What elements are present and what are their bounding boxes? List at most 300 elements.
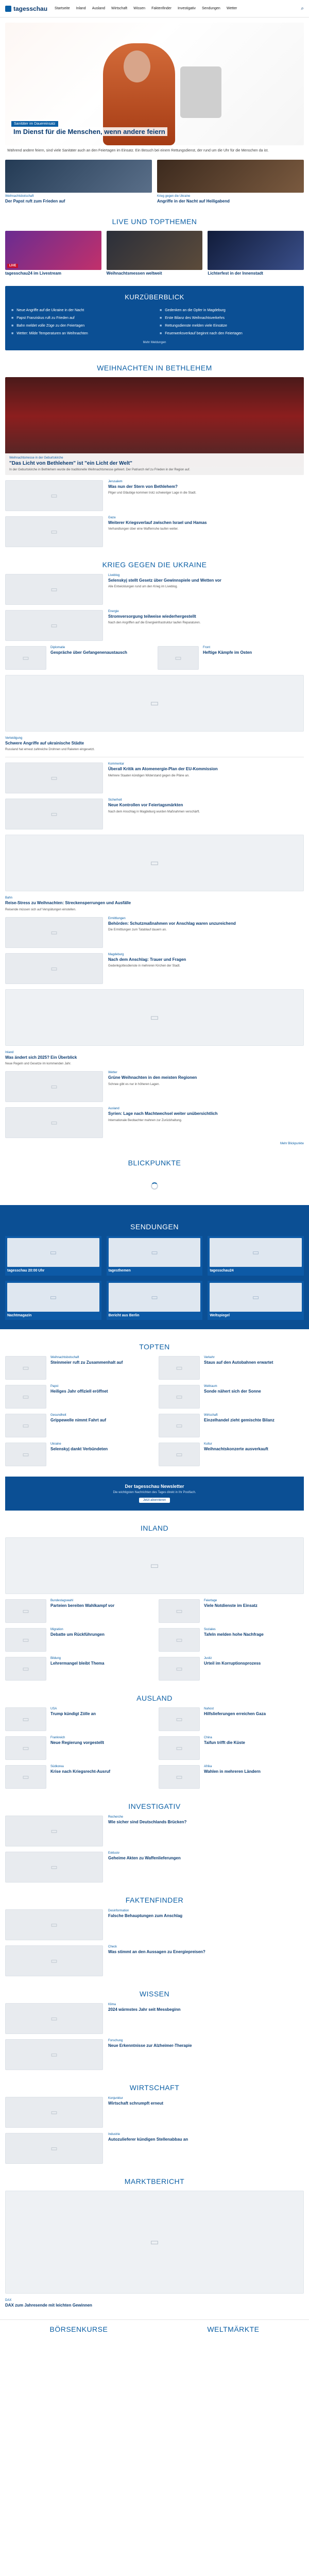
list-title[interactable]: 2024 wärmstes Jahr seit Messbeginn: [108, 2007, 181, 2012]
newsletter-box: [5, 1477, 304, 1511]
image-placeholder: [5, 1599, 46, 1623]
kurzueberblick-box: [5, 286, 304, 350]
topten-body: [50, 1356, 123, 1380]
section-title-topten: TOPTEN: [139, 1342, 170, 1351]
list-title[interactable]: Grüne Weihnachten in den meisten Regionen: [108, 1075, 197, 1080]
kurz-item[interactable]: [160, 308, 298, 313]
mini-kicker: Diplomatie: [50, 646, 65, 649]
ausland-kicker: Frankreich: [50, 1736, 65, 1739]
inland-title[interactable]: Tafeln melden hohe Nachfrage: [204, 1632, 264, 1637]
topten-title[interactable]: Heiliges Jahr offiziell eröffnet: [50, 1388, 108, 1394]
hero-kicker: Sanitäter im Dauereinsatz: [11, 121, 58, 127]
ausland-body: [204, 1736, 245, 1760]
list-title[interactable]: Was ändert sich 2025? Ein Überblick: [5, 1055, 77, 1060]
list-item[interactable]: [5, 1107, 304, 1138]
inland-kicker: Justiz: [204, 1656, 212, 1660]
image-placeholder-large[interactable]: [5, 2191, 304, 2294]
list-title[interactable]: Selenskyj stellt Gesetz über Gewinnspiele und Wetten vor: [108, 578, 221, 583]
kurz-text: Papst Franziskus ruft zu Frieden auf: [16, 316, 75, 320]
image-placeholder: [5, 1736, 46, 1760]
live-card[interactable]: [107, 231, 203, 276]
ausland-item[interactable]: [159, 1707, 304, 1731]
ausland-title[interactable]: Krise nach Kriegsrecht-Ausruf: [50, 1769, 111, 1774]
nav-item-wissen[interactable]: Wissen: [133, 7, 146, 10]
live-title[interactable]: tagesschau24 im Livestream: [5, 271, 61, 276]
live-title[interactable]: Lichterfest in der Innenstadt: [208, 271, 263, 276]
ausland-title[interactable]: Wahlen in mehreren Ländern: [204, 1769, 261, 1774]
list-title[interactable]: Was nun der Stern von Bethlehem?: [108, 484, 178, 489]
topten-item[interactable]: [159, 1443, 304, 1466]
image-placeholder: [5, 1945, 103, 1976]
kurz-text: Neue Angriffe auf die Ukraine in der Nacht: [16, 308, 84, 312]
hero-text: Während andere feiern, sind viele Sanitäter auch an den Feiertagen im Einsatz. Ein Besuch bei einem Rettungsdienst, der rund um die Uhr für die Menschen da ist.: [7, 149, 269, 152]
image-placeholder: [159, 1443, 200, 1466]
nav-item-wirtschaft[interactable]: Wirtschaft: [111, 7, 128, 10]
ausland-item[interactable]: [5, 1707, 150, 1731]
ausland-item[interactable]: [159, 1736, 304, 1760]
list-kicker: Forschung: [108, 2039, 123, 2042]
image-placeholder: [5, 1385, 46, 1409]
live-image: [107, 231, 203, 270]
list-item[interactable]: [5, 1945, 304, 1976]
ausland-title[interactable]: Neue Regierung vorgestellt: [50, 1740, 105, 1745]
blickpunkte-more-link[interactable]: Mehr Blickpunkte: [280, 1142, 304, 1146]
image-placeholder: [5, 953, 103, 984]
sendung-title[interactable]: Bericht aus Berlin: [108, 1313, 140, 1317]
market-footer: [0, 2319, 309, 2338]
topten-title[interactable]: Selenskyj dankt Verbündeten: [50, 1446, 108, 1451]
topten-item[interactable]: [159, 1414, 304, 1437]
list-title[interactable]: Wirtschaft schrumpft erneut: [108, 2100, 164, 2106]
section-title-ukraine: KRIEG GEGEN DIE UKRAINE: [102, 560, 207, 569]
inland-title[interactable]: Viele Notdienste im Einsatz: [204, 1603, 258, 1608]
list-item[interactable]: [5, 610, 304, 641]
logo-mark: [5, 6, 11, 12]
section-title-wissen: WISSEN: [139, 1989, 170, 1998]
ausland-kicker: Südkorea: [50, 1765, 64, 1768]
inland-item[interactable]: [159, 1657, 304, 1681]
kurzueberblick-more-link[interactable]: Mehr Meldungen: [143, 341, 166, 344]
section-title-ausland: AUSLAND: [136, 1693, 173, 1702]
list-item-body: [5, 2299, 304, 2308]
list-title[interactable]: Behörden: Schutzmaßnahmen vor Anschlag waren unzureichend: [108, 921, 236, 926]
inland-item[interactable]: [159, 1599, 304, 1623]
topten-body: [204, 1443, 268, 1466]
mini-body: [203, 646, 252, 670]
list-item[interactable]: [5, 1051, 304, 1066]
loading-spinner-icon: [151, 1182, 158, 1190]
list-text: Alle Entwicklungen rund um den Krieg im Liveblog.: [108, 585, 178, 589]
list-kicker: Kommentar: [108, 762, 125, 766]
topten-item[interactable]: [159, 1385, 304, 1409]
list-kicker: Gaza: [108, 516, 116, 519]
topten-kicker: Weltraum: [204, 1384, 217, 1388]
image-placeholder: [159, 1356, 200, 1380]
list-item[interactable]: [5, 1071, 304, 1102]
inland-item[interactable]: [5, 1657, 150, 1681]
inland-item[interactable]: [5, 1599, 150, 1623]
image-placeholder: [5, 2133, 103, 2164]
list-title[interactable]: Reise-Stress zu Weihnachten: Streckensperrungen und Ausfälle: [5, 901, 131, 906]
live-card[interactable]: [5, 231, 101, 276]
image-placeholder-large[interactable]: [5, 1537, 304, 1594]
ausland-body: [50, 1765, 110, 1789]
kurz-item[interactable]: [11, 308, 149, 313]
list-text: Russland hat erneut zahlreiche Drohnen und Raketen eingesetzt.: [5, 748, 95, 752]
list-item[interactable]: [5, 1816, 304, 1846]
image-placeholder: [5, 799, 103, 829]
nav-item-investigativ[interactable]: Investigativ: [177, 7, 196, 10]
ausland-kicker: Nahost: [204, 1707, 214, 1710]
nav-item-ausland[interactable]: Ausland: [92, 7, 105, 10]
list-title[interactable]: Autozulieferer kündigen Stellenabbau an: [108, 2137, 188, 2142]
image-placeholder: [5, 1356, 46, 1380]
image-placeholder: [5, 917, 103, 948]
hero-teaser[interactable]: [5, 23, 304, 145]
section-title-live: LIVE UND TOPTHEMEN: [112, 217, 197, 226]
kurz-text: Gedenken an die Opfer in Magdeburg: [165, 308, 226, 312]
search-icon[interactable]: ⌕: [301, 6, 304, 11]
list-item-body: [108, 2039, 304, 2070]
bullet-icon: ■: [160, 324, 162, 328]
ausland-item[interactable]: [5, 1765, 150, 1789]
ausland-kicker: USA: [50, 1707, 57, 1710]
list-title[interactable]: Überall Kritik am Atomenergie-Plan der EU-Kommission: [108, 767, 218, 772]
list-item-body: [108, 762, 304, 793]
list-kicker: DAX: [5, 2298, 12, 2302]
ausland-title[interactable]: Hilfslieferungen erreichen Gaza: [204, 1711, 266, 1716]
logo-text: tagesschau: [13, 5, 48, 12]
ausland-title[interactable]: Trump kündigt Zölle an: [50, 1711, 96, 1716]
image-placeholder: [5, 1852, 103, 1883]
inland-title[interactable]: Parteien bereiten Wahlkampf vor: [50, 1603, 115, 1608]
teaser-image: [5, 160, 152, 193]
image-placeholder: [109, 1238, 201, 1267]
list-kicker: Sicherheit: [108, 799, 122, 802]
sendung-card[interactable]: [107, 1281, 203, 1320]
list-item[interactable]: [5, 737, 304, 752]
list-text: Reisende müssen sich auf Verspätungen einstellen.: [5, 908, 76, 911]
list-text: Verhandlungen über eine Waffenruhe laufen weiter.: [108, 528, 179, 531]
hero-cards: [5, 160, 304, 204]
topten-body: [50, 1443, 108, 1466]
topten-kicker: Gesundheit: [50, 1413, 66, 1417]
sendung-card[interactable]: [208, 1281, 304, 1320]
sendung-title[interactable]: Weltspiegel: [210, 1313, 230, 1317]
section-title-sendungen: SENDUNGEN: [130, 1223, 179, 1231]
live-badge: LIVE: [7, 264, 18, 268]
ausland-item[interactable]: [159, 1765, 304, 1789]
list-title[interactable]: Falsche Behauptungen zum Anschlag: [108, 1913, 183, 1918]
list-kicker: Liveblog: [108, 573, 120, 577]
list-kicker: Konjunktur: [108, 2096, 123, 2100]
list-item-body: [5, 737, 304, 752]
nav-item-wetter[interactable]: Wetter: [226, 7, 237, 10]
list-text: Nach dem Anschlag in Magdeburg wurden Maßnahmen verschärft.: [108, 810, 200, 814]
list-item-body: [108, 574, 304, 605]
list-text: Internationale Beobachter mahnen zur Zurückhaltung.: [108, 1118, 182, 1122]
list-title[interactable]: Stromversorgung teilweise wiederhergestellt: [108, 614, 196, 619]
list-text: Pilger und Gläubige kommen trotz schwieriger Lage in die Stadt.: [108, 492, 197, 495]
image-placeholder: [159, 1736, 200, 1760]
list-kicker: Inland: [5, 1050, 14, 1054]
list-item-body: [108, 480, 304, 511]
kurzueberblick-columns: [11, 305, 298, 336]
live-title[interactable]: Weihnachtsmessen weltweit: [106, 271, 162, 276]
sendung-card[interactable]: [107, 1236, 203, 1275]
image-placeholder: [159, 1414, 200, 1437]
kurz-item[interactable]: [11, 324, 149, 328]
live-card[interactable]: [208, 231, 304, 276]
topten-kicker: Kultur: [204, 1442, 212, 1446]
topten-title[interactable]: Weihnachtskonzerte ausverkauft: [204, 1446, 268, 1451]
list-item-body: [108, 917, 304, 948]
live-image: [5, 231, 101, 270]
list-text: Die Ermittlungen zum Tatablauf dauern an.: [108, 928, 167, 932]
ausland-kicker: China: [204, 1736, 212, 1739]
list-item[interactable]: [5, 574, 304, 605]
list-title[interactable]: Weiterer Kriegsverlauf zwischen Israel und Hamas: [108, 520, 207, 525]
logo[interactable]: [5, 5, 47, 12]
list-title[interactable]: DAX zum Jahresende mit leichten Gewinnen: [5, 2302, 92, 2308]
ausland-body: [204, 1707, 266, 1731]
list-kicker: Recherche: [108, 1815, 124, 1819]
hero-title[interactable]: Im Dienst für die Menschen, wenn andere feiern: [11, 127, 167, 136]
sendung-card[interactable]: [5, 1281, 101, 1320]
ausland-grid: [5, 1707, 304, 1789]
sendung-title[interactable]: tagesschau24: [210, 1269, 234, 1273]
list-item[interactable]: [5, 896, 304, 911]
image-placeholder: [5, 1414, 46, 1437]
image-placeholder-large[interactable]: [5, 835, 304, 891]
image-placeholder: [158, 646, 199, 670]
section-title-bethlehem: WEIHNACHTEN IN BETHLEHEM: [97, 363, 212, 372]
list-text: Neue Regeln und Gesetze im kommenden Jahr.: [5, 1062, 72, 1066]
image-placeholder: [5, 1707, 46, 1731]
kurz-item[interactable]: [11, 316, 149, 320]
ausland-item[interactable]: [5, 1736, 150, 1760]
list-title[interactable]: Was stimmt an den Aussagen zu Energiepreisen?: [108, 1949, 205, 1954]
list-item[interactable]: [5, 516, 304, 547]
list-item[interactable]: [5, 917, 304, 948]
ausland-title[interactable]: Taifun trifft die Küste: [204, 1740, 245, 1745]
list-title[interactable]: Syrien: Lage nach Machtwechsel weiter unübersichtlich: [108, 1111, 218, 1116]
list-kicker: Verteidigung: [5, 736, 23, 740]
topten-body: [50, 1385, 108, 1409]
teaser-kicker: Krieg gegen die Ukraine: [157, 194, 191, 198]
topten-item[interactable]: [5, 1414, 150, 1437]
list-item-body: [108, 799, 304, 829]
teaser-title[interactable]: "Das Licht von Bethlehem" ist "ein Licht der Welt": [9, 460, 132, 466]
list-item-body: [108, 953, 304, 984]
list-kicker: Ausland: [108, 1107, 119, 1111]
list-item-body: [108, 516, 304, 547]
live-image: [208, 231, 304, 270]
image-placeholder: [159, 1657, 200, 1681]
nav-item-sendungen[interactable]: Sendungen: [202, 7, 220, 10]
nav-item-faktenfinder[interactable]: Faktenfinder: [151, 7, 171, 10]
live-row: [5, 231, 304, 276]
list-item-body: [108, 1852, 304, 1883]
list-title[interactable]: Neue Kontrollen vor Feiertagsmärkten: [108, 803, 183, 808]
ausland-body: [204, 1765, 261, 1789]
newsletter-subscribe-button[interactable]: Jetzt abonnieren: [139, 1498, 170, 1503]
newsletter-text: Die wichtigsten Nachrichten des Tages direkt in Ihr Postfach.: [113, 1490, 196, 1494]
hero-image-equipment: [180, 66, 221, 118]
list-item-body: [108, 2133, 304, 2164]
sendung-title[interactable]: tagesthemen: [108, 1269, 131, 1273]
list-title[interactable]: Neue Erkenntnisse zur Alzheimer-Therapie: [108, 2043, 192, 2048]
image-placeholder: [5, 1816, 103, 1846]
list-title[interactable]: Wie sicher sind Deutschlands Brücken?: [108, 1819, 187, 1824]
list-text: Mehrere Staaten kündigen Widerstand gegen die Pläne an.: [108, 774, 190, 777]
mini-teaser[interactable]: [158, 646, 304, 670]
kurz-item[interactable]: [160, 324, 298, 328]
mini-teaser[interactable]: [5, 646, 151, 670]
kurz-text: Rettungsdienste melden viele Einsätze: [165, 324, 227, 328]
topten-title[interactable]: Steinmeier ruft zu Zusammenhalt auf: [50, 1360, 123, 1365]
list-item-body: [108, 2003, 304, 2034]
section-title-marktbericht: MARKTBERICHT: [124, 2177, 185, 2185]
list-kicker: Bahn: [5, 896, 13, 900]
teaser-text: In der Geburtskirche in Bethlehem wurde die traditionelle Weihnachtsmesse gefeiert. Der Patriarch rief zu Frieden in der Region auf.: [9, 468, 191, 471]
inland-kicker: Feiertage: [204, 1599, 217, 1602]
weltmaerkte-link[interactable]: WELTMÄRKTE: [207, 2325, 260, 2333]
image-placeholder: [5, 1443, 46, 1466]
topten-item[interactable]: [5, 1356, 150, 1380]
list-item-body: [5, 896, 304, 911]
mini-title[interactable]: Gespräche über Gefangenenaustausch: [50, 650, 127, 655]
inland-body: [204, 1657, 261, 1681]
sendungen-band: [0, 1205, 309, 1329]
teaser-kicker: Weihnachtsbotschaft: [5, 194, 34, 198]
list-item[interactable]: [5, 799, 304, 829]
image-placeholder-large[interactable]: [5, 675, 304, 732]
list-title[interactable]: Geheime Akten zu Waffenlieferungen: [108, 1855, 181, 1860]
section-title-inland: INLAND: [140, 1523, 169, 1532]
list-item[interactable]: [5, 2003, 304, 2034]
image-placeholder: [159, 1628, 200, 1652]
teaser-kicker: Weihnachtsmesse in der Geburtskirche: [9, 456, 63, 460]
kurz-item[interactable]: [160, 316, 298, 320]
teaser-title[interactable]: Der Papst ruft zum Frieden auf: [5, 198, 65, 204]
section-title-wirtschaft: WIRTSCHAFT: [129, 2083, 180, 2092]
list-kicker: Energie: [108, 609, 119, 613]
topten-item[interactable]: [5, 1443, 150, 1466]
image-placeholder: [5, 516, 103, 547]
topten-title[interactable]: Staus auf den Autobahnen erwartet: [204, 1360, 273, 1365]
image-placeholder: [210, 1283, 302, 1312]
image-placeholder: [5, 2097, 103, 2128]
image-placeholder-large[interactable]: [5, 989, 304, 1046]
topten-kicker: Wirtschaft: [204, 1413, 218, 1417]
topten-item[interactable]: [159, 1356, 304, 1380]
image-placeholder: [159, 1599, 200, 1623]
list-item-body: [5, 1051, 304, 1066]
list-item[interactable]: [5, 1852, 304, 1883]
image-placeholder: [159, 1385, 200, 1409]
list-item[interactable]: [5, 2097, 304, 2128]
list-item[interactable]: [5, 2133, 304, 2164]
topten-kicker: Ukraine: [50, 1442, 61, 1446]
list-item[interactable]: [5, 762, 304, 793]
list-item[interactable]: [5, 1909, 304, 1940]
image-placeholder: [5, 1765, 46, 1789]
inland-title[interactable]: Urteil im Korruptionsprozess: [204, 1660, 261, 1666]
teaser-title[interactable]: Angriffe in der Nacht auf Heiligabend: [157, 198, 230, 204]
teaser-card[interactable]: [157, 160, 304, 204]
bullet-icon: ■: [11, 324, 14, 328]
image-placeholder: [109, 1283, 201, 1312]
list-kicker: Exklusiv: [108, 1851, 120, 1855]
inland-kicker: Bildung: [50, 1656, 61, 1660]
list-kicker: Industrie: [108, 2132, 121, 2136]
topten-kicker: Verkehr: [204, 1355, 215, 1359]
list-title[interactable]: Schwere Angriffe auf ukrainische Städte: [5, 740, 84, 745]
inland-item[interactable]: [159, 1628, 304, 1652]
list-item-body: [108, 1945, 304, 1976]
image-placeholder: [5, 1107, 103, 1138]
image-placeholder: [5, 1071, 103, 1102]
image-placeholder: [5, 610, 103, 641]
kurz-item[interactable]: [160, 331, 298, 336]
topten-item[interactable]: [5, 1385, 150, 1409]
kurz-text: Erste Bilanz des Weihnachtsverkehrs: [165, 316, 225, 320]
nav-item-startseite[interactable]: Startseite: [55, 7, 70, 10]
boersenkurse-link[interactable]: BÖRSENKURSE: [49, 2325, 108, 2333]
inland-kicker: Bundestagswahl: [50, 1599, 74, 1602]
topten-title[interactable]: Grippewelle nimmt Fahrt auf: [50, 1417, 107, 1422]
image-placeholder: [7, 1238, 99, 1267]
list-item-body: [108, 1909, 304, 1940]
list-text: Nach den Angriffen auf die Energieinfrastruktur laufen Reparaturen.: [108, 621, 201, 625]
image-placeholder: [159, 1707, 200, 1731]
nav-item-inland[interactable]: Inland: [76, 7, 86, 10]
image-placeholder: [5, 1909, 103, 1940]
sendung-card[interactable]: [5, 1236, 101, 1275]
sendung-card[interactable]: [208, 1236, 304, 1275]
bethlehem-caption: [5, 453, 304, 475]
kurz-text: Bahn meldet volle Züge zu den Feiertagen: [16, 324, 85, 328]
topten-title[interactable]: Sonde nähert sich der Sonne: [204, 1388, 261, 1394]
list-title[interactable]: Nach dem Anschlag: Trauer und Fragen: [108, 957, 186, 962]
list-kicker: Wetter: [108, 1071, 117, 1075]
list-item[interactable]: [5, 953, 304, 984]
kurz-text: Feuerwerksverkauf beginnt nach den Feiertagen: [165, 331, 243, 335]
list-item[interactable]: [5, 2039, 304, 2070]
teaser-card[interactable]: [5, 160, 152, 204]
sendung-title[interactable]: tagesschau 20:00 Uhr: [7, 1269, 45, 1273]
topten-title[interactable]: Einzelhandel zieht gemischte Bilanz: [204, 1417, 274, 1422]
inland-title[interactable]: Lehrermangel bleibt Thema: [50, 1660, 105, 1666]
list-item[interactable]: [5, 2299, 304, 2308]
mini-title[interactable]: Heftige Kämpfe im Osten: [203, 650, 252, 655]
list-kicker: Jerusalem: [108, 480, 123, 483]
kurzueberblick-left: [11, 305, 149, 336]
ukraine-mini-row: [5, 646, 304, 670]
inland-item[interactable]: [5, 1628, 150, 1652]
kurz-item[interactable]: [11, 331, 149, 336]
list-text: Gedenkgottesdienste in mehreren Kirchen der Stadt.: [108, 964, 181, 968]
list-item-body: [108, 1816, 304, 1846]
list-item[interactable]: [5, 480, 304, 511]
kurz-text: Wetter: Milde Temperaturen an Weihnachten: [16, 331, 88, 335]
sendung-title[interactable]: Nachtmagazin: [7, 1313, 32, 1317]
inland-title[interactable]: Debatte um Rückführungen: [50, 1632, 105, 1637]
inland-body: [204, 1599, 258, 1623]
bethlehem-teaser[interactable]: [5, 377, 304, 475]
kurzueberblick-right: [160, 305, 298, 336]
